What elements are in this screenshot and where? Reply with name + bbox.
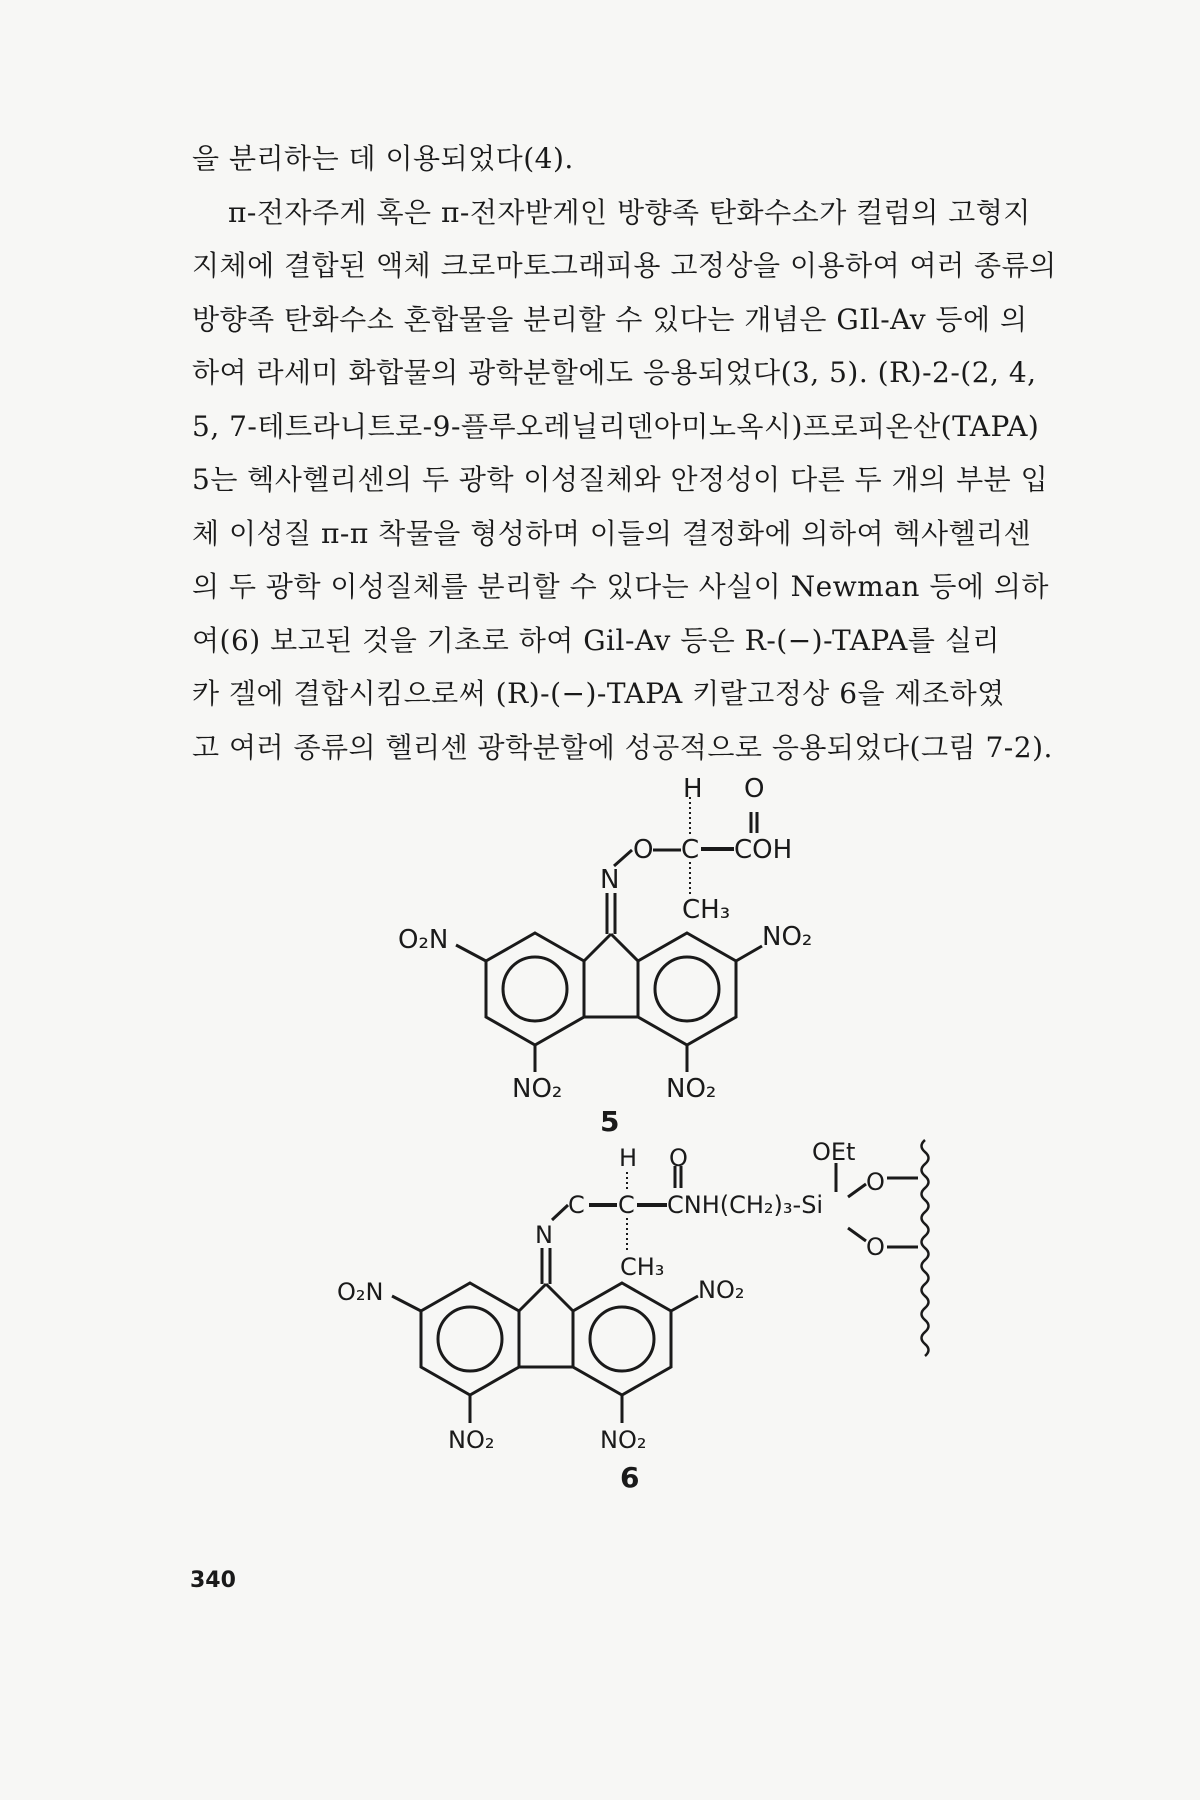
paragraph-line: 5는 헥사헬리센의 두 광학 이성질체와 안정성이 다른 두 개의 부분 입 (192, 463, 1049, 496)
s6-ch3-label: CH₃ (620, 1253, 665, 1281)
s6-h-label: H (619, 1144, 638, 1172)
s5-ether-o-label: O (633, 835, 654, 865)
s6-no2-right-label: NO₂ (698, 1276, 745, 1304)
paragraph-line: 5, 7-테트라니트로-9-플루오레닐리덴아미노옥시)프로피온산(TAPA) (192, 409, 1040, 443)
page-number: 340 (190, 1568, 236, 1593)
s5-no2-left-label: O₂N (398, 925, 449, 955)
paragraph-line: 을 분리하는 데 이용되었다(4). (192, 142, 574, 175)
s5-ch3-label: CH₃ (682, 895, 731, 925)
s6-c1-label: C (568, 1191, 585, 1219)
paragraph-line: π-전자주게 혹은 π-전자받게인 방향족 탄화수소가 컬럼의 고형지 (228, 195, 1031, 229)
s5-h-label: H (683, 774, 703, 804)
s6-no2-bottom-left-label: NO₂ (448, 1426, 495, 1454)
s6-o-top-label: O (866, 1168, 885, 1196)
paragraph-line: 의 두 광학 이성질체를 분리할 수 있다는 사실이 Newman 등에 의하 (192, 570, 1049, 603)
structure-6-skeleton (392, 1140, 929, 1423)
s6-oet-label: OEt (812, 1138, 856, 1166)
paragraph-line: 고 여러 종류의 헬리센 광학분할에 성공적으로 응용되었다(그림 7-2). (192, 730, 1053, 764)
structure-5-number: 5 (600, 1105, 620, 1138)
s5-carbonyl-o-label: O (744, 774, 765, 804)
structure-6-number: 6 (620, 1461, 640, 1494)
paragraph-line: 여(6) 보고된 것을 기초로 하여 Gil-Av 등은 R-(−)-TAPA를 실리 (192, 623, 1000, 657)
s5-no2-bottom-right-label: NO₂ (666, 1074, 717, 1104)
s5-c-label: C (681, 835, 700, 865)
s6-o-bottom-label: O (866, 1233, 885, 1261)
s5-cooh-label: COH (734, 835, 793, 865)
paragraph-line: 카 겔에 결합시킴으로써 (R)-(−)-TAPA 키랄고정상 6을 제조하였 (192, 677, 1005, 710)
s6-carbonyl-o-label: O (669, 1144, 688, 1172)
paragraph-line: 지체에 결합된 액체 크로마토그래피용 고정상을 이용하여 여러 종류의 (192, 249, 1057, 282)
s5-no2-right-label: NO₂ (762, 922, 813, 952)
s5-n-label: N (600, 865, 620, 895)
s5-no2-bottom-left-label: NO₂ (512, 1074, 563, 1104)
paragraph-line: 하여 라세미 화합물의 광학분할에도 응용되었다(3, 5). (R)-2-(2, 4, (192, 356, 1037, 389)
s6-amide-label: CNH(CH₂)₃-Si (667, 1191, 824, 1219)
paragraph-line: 체 이성질 π-π 착물을 형성하며 이들의 결정화에 의하여 헥사헬리센 (192, 516, 1032, 550)
s6-no2-bottom-right-label: NO₂ (600, 1426, 647, 1454)
s6-c2-label: C (618, 1191, 635, 1219)
paragraph-line: 방향족 탄화수소 혼합물을 분리할 수 있다는 개념은 GIl-Av 등에 의 (192, 302, 1028, 336)
structure-5-skeleton (456, 812, 762, 1072)
s6-n-label: N (535, 1221, 553, 1249)
s6-no2-left-label: O₂N (337, 1278, 384, 1306)
